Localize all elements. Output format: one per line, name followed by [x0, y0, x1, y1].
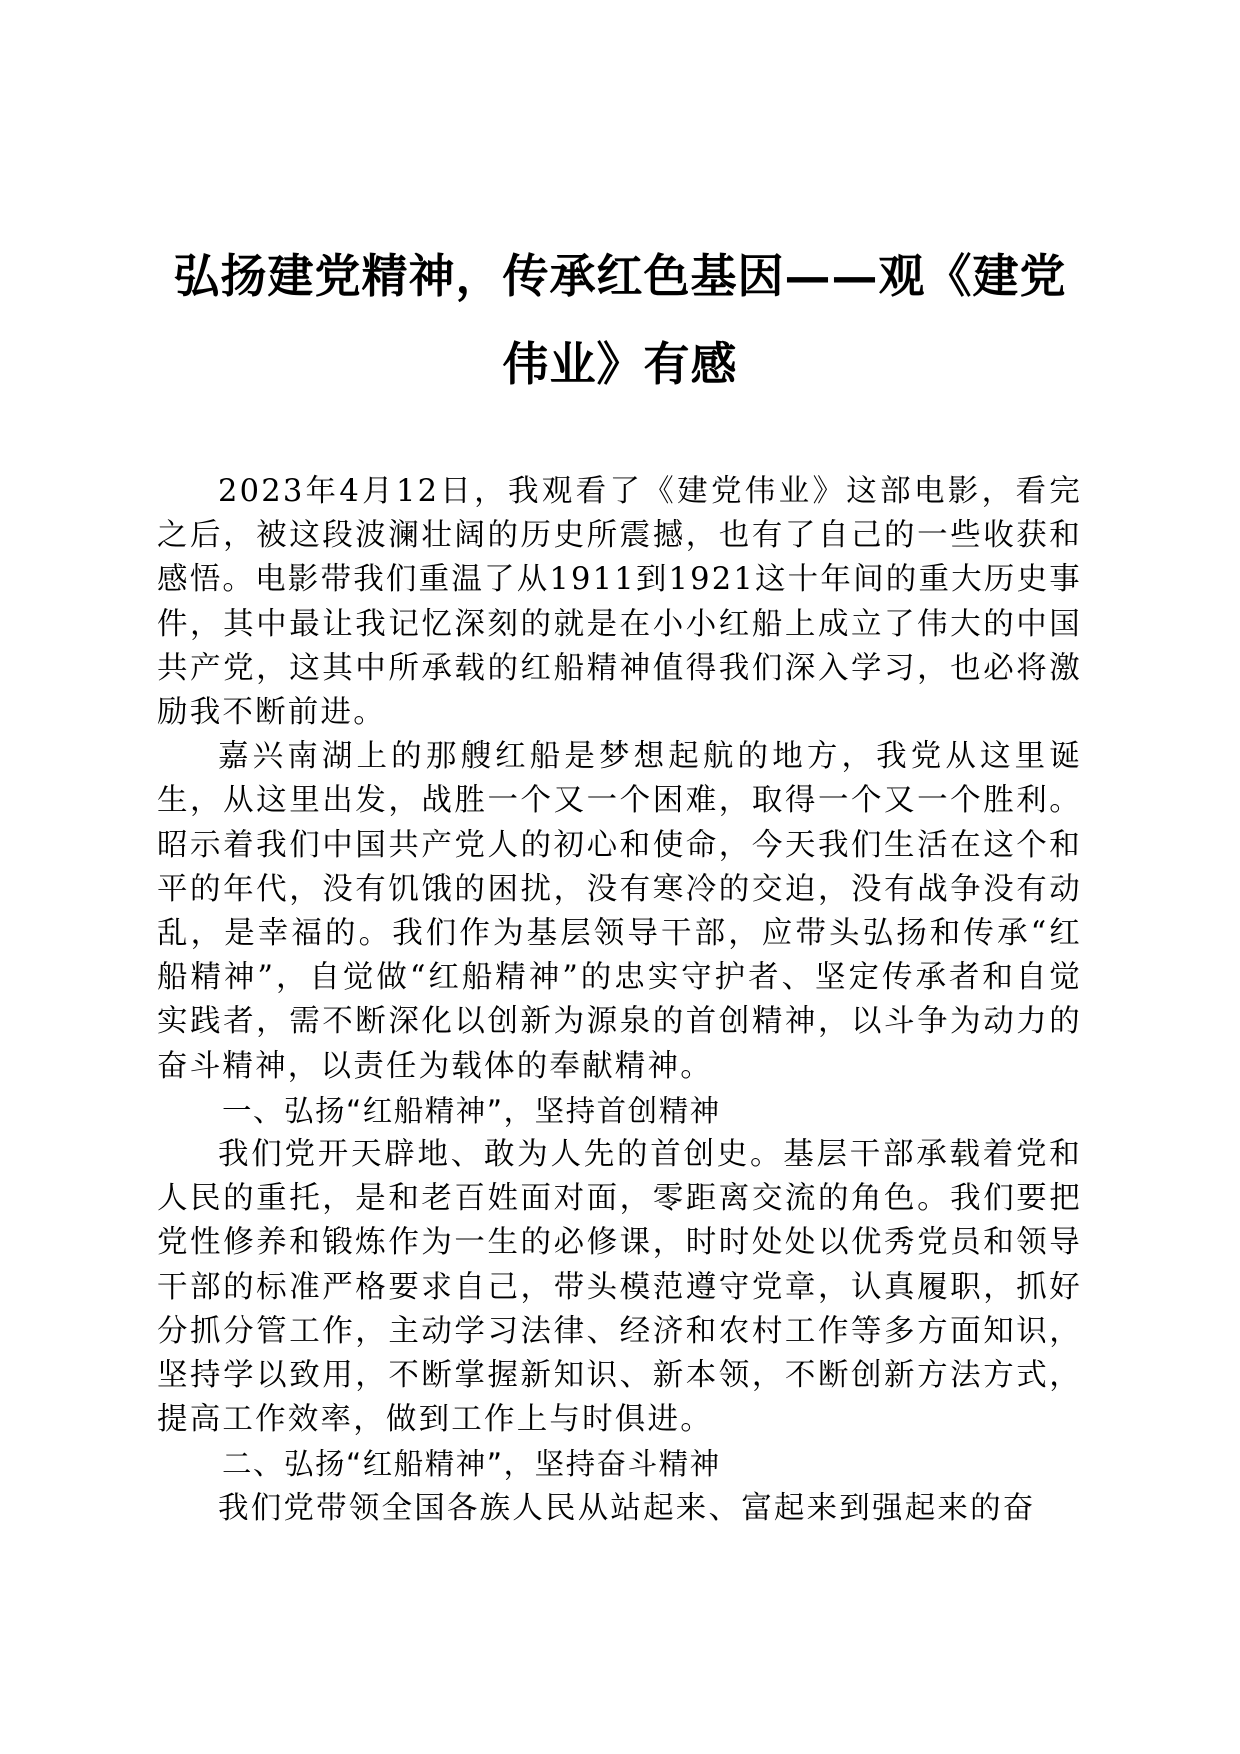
body-paragraph: 2023年4月12日，我观看了《建党伟业》这部电影，看完之后，被这段波澜壮阔的历史所震撼，也有了自己的一些收获和感悟。电影带我们重温了从1911到1921这十年间的重大历史事件，其中最让我记忆深刻的就是在小小红船上成立了伟大的中国共产党，这其中所承载的红船精神值得我们深入学习，也必将激励我不断前进。 [157, 474, 1082, 731]
body-paragraph: 嘉兴南湖上的那艘红船是梦想起航的地方，我党从这里诞生，从这里出发，战胜一个又一个困难，取得一个又一个胜利。昭示着我们中国共产党人的初心和使命，今天我们生活在这个和平的年代，没有饥饿的困扰，没有寒冷的交迫，没有战争没有动乱，是幸福的。我们作为基层领导干部，应带头弘扬和传承“红船精神”，自觉做“红船精神”的忠实守护者、坚定传承者和自觉实践者，需不断深化以创新为源泉的首创精神，以斗争为动力的奋斗精神，以责任为载体的奉献精神。 [157, 739, 1082, 1084]
document-title: 弘扬建党精神，传承红色基因——观《建党伟业》有感 [173, 249, 1067, 391]
document-body [157, 470, 1082, 1531]
body-paragraph: 我们党开天辟地、敢为人先的首创史。基层干部承载着党和人民的重托，是和老百姓面对面，零距离交流的角色。我们要把党性修养和锻炼作为一生的必修课，时时处处以优秀党员和领导干部的标准严格要求自己，带头模范遵守党章，认真履职，抓好分抓分管工作，主动学习法律、经济和农村工作等多方面知识，坚持学以致用，不断掌握新知识、新本领，不断创新方法方式，提高工作效率，做到工作上与时俱进。 [157, 1137, 1082, 1438]
body-paragraph: 我们党带领全国各族人民从站起来、富起来到强起来的奋 [218, 1490, 1036, 1526]
section-heading: 二、弘扬“红船精神”，坚持奋斗精神 [222, 1447, 721, 1482]
section-heading: 一、弘扬“红船精神”，坚持首创精神 [222, 1093, 721, 1128]
